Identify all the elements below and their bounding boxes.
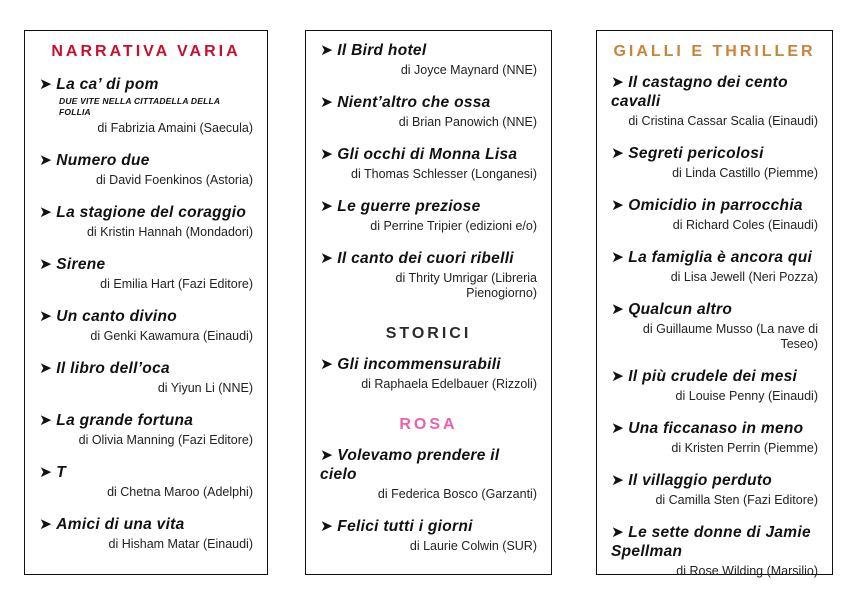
arrow-icon: ➤ (320, 356, 334, 373)
book-title: Omicidio in parrocchia (628, 197, 803, 214)
book-title: Il canto dei cuori ribelli (337, 250, 514, 267)
column-narrativa (24, 30, 268, 575)
book-title: Il libro dell’oca (56, 360, 170, 377)
arrow-icon: ➤ (320, 42, 334, 59)
book-author: di Kristen Perrin (Piemme) (671, 441, 818, 455)
arrow-icon: ➤ (611, 420, 625, 437)
book-title: Nient’altro che ossa (337, 94, 491, 111)
book-item (39, 75, 253, 136)
book-author: di Fabrizia Amaini (Saecula) (97, 121, 253, 135)
book-item (39, 255, 253, 292)
arrow-icon: ➤ (611, 197, 625, 214)
book-item (611, 367, 818, 404)
book-item (611, 419, 818, 456)
arrow-icon: ➤ (39, 464, 53, 481)
book-author: di Thomas Schlesser (Longanesi) (351, 167, 537, 181)
arrow-icon: ➤ (611, 145, 625, 162)
book-item (611, 73, 818, 129)
arrow-icon: ➤ (611, 74, 625, 91)
book-title: Le guerre preziose (337, 198, 481, 215)
book-item (611, 196, 818, 233)
book-item (39, 151, 253, 188)
book-item (39, 307, 253, 344)
arrow-icon: ➤ (39, 256, 53, 273)
book-author: di Hisham Matar (Einaudi) (108, 537, 253, 551)
book-author: di Chetna Maroo (Adelphi) (107, 485, 253, 499)
book-author: di Cristina Cassar Scalia (Einaudi) (628, 114, 818, 128)
arrow-icon: ➤ (320, 146, 334, 163)
arrow-icon: ➤ (320, 94, 334, 111)
arrow-icon: ➤ (320, 518, 334, 535)
book-item (320, 446, 537, 502)
arrow-icon: ➤ (39, 360, 53, 377)
book-author: di Joyce Maynard (NNE) (400, 63, 537, 77)
book-item (320, 249, 537, 301)
book-item (39, 411, 253, 448)
book-title: Le sette donne di Jamie Spellman (611, 524, 811, 560)
arrow-icon: ➤ (320, 198, 334, 215)
book-title: La famiglia è ancora qui (628, 249, 813, 266)
book-author: di Yiyun Li (NNE) (157, 381, 253, 395)
section-heading-narrativa: NARRATIVA VARIA (51, 43, 241, 60)
book-item (39, 463, 253, 500)
book-author: di Perrine Tripier (edizioni e/o) (370, 219, 537, 233)
book-title: Gli occhi di Monna Lisa (337, 146, 518, 163)
book-author: di Genki Kawamura (Einaudi) (90, 329, 253, 343)
book-author: di Thrity Umrigar (Libreria Pienogiorno) (395, 271, 537, 300)
arrow-icon: ➤ (39, 516, 53, 533)
arrow-icon: ➤ (611, 368, 625, 385)
book-author: di Emilia Hart (Fazi Editore) (100, 277, 253, 291)
book-item (611, 471, 818, 508)
book-title: La grande fortuna (56, 412, 194, 429)
book-item (39, 515, 253, 552)
book-item (320, 145, 537, 182)
book-title: Qualcun altro (628, 301, 733, 318)
book-title: Il più crudele dei mesi (628, 368, 798, 385)
book-title: Numero due (56, 152, 150, 169)
book-title: Un canto divino (56, 308, 178, 325)
arrow-icon: ➤ (39, 308, 53, 325)
book-title: Amici di una vita (56, 516, 185, 533)
book-title: Una ficcanaso in meno (628, 420, 804, 437)
arrow-icon: ➤ (611, 301, 625, 318)
section-heading-rosa: ROSA (399, 416, 458, 433)
section-heading-gialli: GIALLI E THRILLER (613, 43, 816, 60)
book-author: di Raphaela Edelbauer (Rizzoli) (361, 377, 537, 391)
book-author: di Brian Panowich (NNE) (398, 115, 537, 129)
book-title: Il castagno dei cento cavalli (611, 74, 788, 110)
column-gialli (596, 30, 833, 578)
book-author: di Richard Coles (Einaudi) (672, 218, 818, 232)
arrow-icon: ➤ (611, 249, 625, 266)
book-subtitle: DUE VITE NELLA CITTADELLA DELLA FOLLIA (59, 96, 220, 117)
book-item (611, 248, 818, 285)
book-author: di Laurie Colwin (SUR) (409, 539, 537, 553)
book-author: di Kristin Hannah (Mondadori) (86, 225, 253, 239)
book-author: di Olivia Manning (Fazi Editore) (78, 433, 253, 447)
book-title: Il Bird hotel (337, 42, 427, 59)
book-author: di Lisa Jewell (Neri Pozza) (670, 270, 818, 284)
book-author: di Linda Castillo (Piemme) (672, 166, 818, 180)
column-middle (305, 30, 552, 575)
book-item (320, 355, 537, 392)
book-title: Felici tutti i giorni (337, 518, 473, 535)
section-heading-storici: STORICI (385, 325, 472, 342)
book-title: Il villaggio perduto (628, 472, 773, 489)
arrow-icon: ➤ (320, 447, 334, 464)
book-author: di Guillaume Musso (La nave di Teseo) (642, 322, 818, 351)
book-author: di Camilla Sten (Fazi Editore) (655, 493, 818, 507)
arrow-icon: ➤ (611, 472, 625, 489)
book-item (320, 517, 537, 554)
book-title: La stagione del coraggio (56, 204, 247, 221)
book-title: Volevamo prendere il cielo (320, 447, 500, 483)
book-author: di David Foenkinos (Astoria) (95, 173, 253, 187)
book-author: di Louise Penny (Einaudi) (675, 389, 818, 403)
book-item (611, 144, 818, 181)
arrow-icon: ➤ (39, 412, 53, 429)
book-item (320, 93, 537, 130)
arrow-icon: ➤ (611, 524, 625, 541)
arrow-icon: ➤ (320, 250, 334, 267)
book-author: di Federica Bosco (Garzanti) (377, 487, 537, 501)
book-item (39, 359, 253, 396)
book-item (320, 197, 537, 234)
book-item (320, 41, 537, 78)
book-item (611, 300, 818, 352)
arrow-icon: ➤ (39, 152, 53, 169)
book-title: T (56, 464, 67, 481)
book-title: Gli incommensurabili (337, 356, 501, 373)
book-title: Segreti pericolosi (628, 145, 764, 162)
book-item (611, 523, 818, 579)
arrow-icon: ➤ (39, 76, 53, 93)
book-author: di Rose Wilding (Marsilio) (676, 564, 818, 578)
book-item (39, 203, 253, 240)
book-title: La ca’ di pom (56, 76, 159, 93)
arrow-icon: ➤ (39, 204, 53, 221)
book-title: Sirene (56, 256, 106, 273)
